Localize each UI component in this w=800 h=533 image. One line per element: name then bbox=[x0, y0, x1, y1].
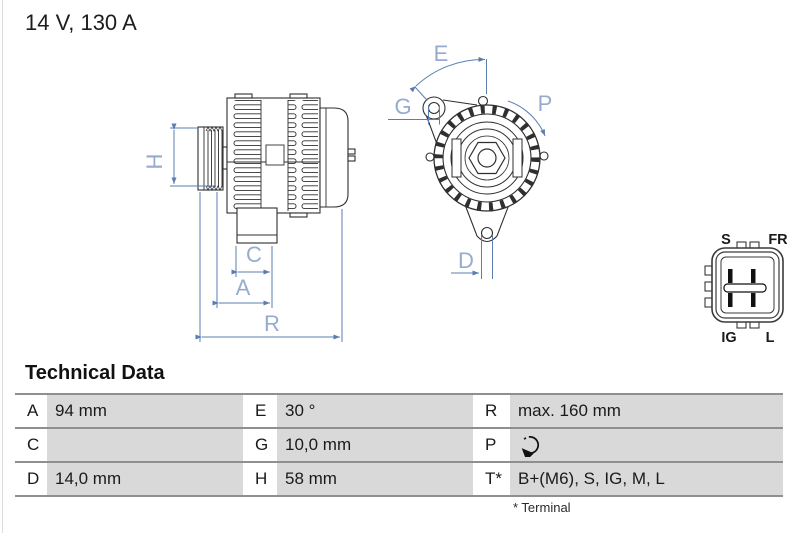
cooling-fins-rear bbox=[288, 100, 318, 211]
table-title: Technical Data bbox=[25, 362, 165, 384]
connector-label-fr: FR bbox=[768, 232, 788, 248]
technical-data-table bbox=[15, 393, 783, 497]
table-row bbox=[15, 461, 783, 495]
side-view-body bbox=[198, 94, 355, 243]
cell-key-r: R bbox=[473, 395, 510, 427]
terminal-footnote: * Terminal bbox=[513, 500, 571, 515]
connector-pinout-diagram bbox=[690, 222, 800, 352]
dimension-label-a: A bbox=[235, 275, 251, 300]
connector-key-bar bbox=[724, 284, 766, 292]
mounting-lug-hole bbox=[429, 103, 440, 114]
pin-s bbox=[728, 269, 733, 283]
dimension-label-g: G bbox=[394, 94, 412, 119]
connector-label-s: S bbox=[721, 232, 731, 248]
bottom-lug-hole bbox=[482, 228, 493, 239]
pin-ig bbox=[728, 293, 733, 307]
cell-key-c: C bbox=[15, 429, 47, 461]
mounting-foot bbox=[237, 208, 277, 243]
pin-l bbox=[751, 293, 756, 307]
cell-key-t: T* bbox=[473, 463, 510, 495]
front-view-body bbox=[423, 97, 548, 242]
cell-value-g: 10,0 mm bbox=[277, 429, 473, 461]
dimension-label-e: E bbox=[433, 41, 449, 66]
pin-fr bbox=[751, 269, 756, 283]
cell-value-a: 94 mm bbox=[47, 395, 243, 427]
cell-key-h: H bbox=[243, 463, 277, 495]
connector-label-ig: IG bbox=[721, 330, 737, 346]
cell-key-d: D bbox=[15, 463, 47, 495]
alternator-front-view-drawing bbox=[385, 25, 605, 290]
dimension-label-h: H bbox=[141, 153, 167, 170]
rating-text: 14 V, 130 A bbox=[25, 10, 137, 35]
cell-key-e: E bbox=[243, 395, 277, 427]
rear-end-cover bbox=[320, 108, 348, 207]
cell-key-g: G bbox=[243, 429, 277, 461]
cell-key-p: P bbox=[473, 429, 510, 461]
terminal-stud bbox=[348, 149, 355, 154]
table-row bbox=[15, 393, 783, 427]
table-row bbox=[15, 427, 783, 461]
cell-value-r: max. 160 mm bbox=[510, 395, 783, 427]
dimension-label-r: R bbox=[264, 311, 280, 336]
alternator-side-view-drawing bbox=[130, 85, 390, 355]
cell-value-p bbox=[510, 429, 783, 461]
cooling-fins-front bbox=[229, 100, 261, 211]
cell-key-a: A bbox=[15, 395, 47, 427]
rotation-direction-icon bbox=[518, 433, 542, 457]
cell-value-h: 58 mm bbox=[277, 463, 473, 495]
dimension-label-p: P bbox=[537, 91, 553, 116]
connector-label-l: L bbox=[765, 330, 775, 346]
cell-value-c bbox=[47, 429, 243, 461]
dimension-label-c: C bbox=[246, 242, 262, 267]
dimension-label-d: D bbox=[458, 248, 474, 273]
cell-value-e: 30 ° bbox=[277, 395, 473, 427]
cell-value-t: B+(M6), S, IG, M, L bbox=[510, 463, 783, 495]
page-edge-line bbox=[2, 0, 3, 533]
shaft bbox=[223, 147, 227, 169]
cell-value-d: 14,0 mm bbox=[47, 463, 243, 495]
pulley bbox=[198, 127, 223, 190]
